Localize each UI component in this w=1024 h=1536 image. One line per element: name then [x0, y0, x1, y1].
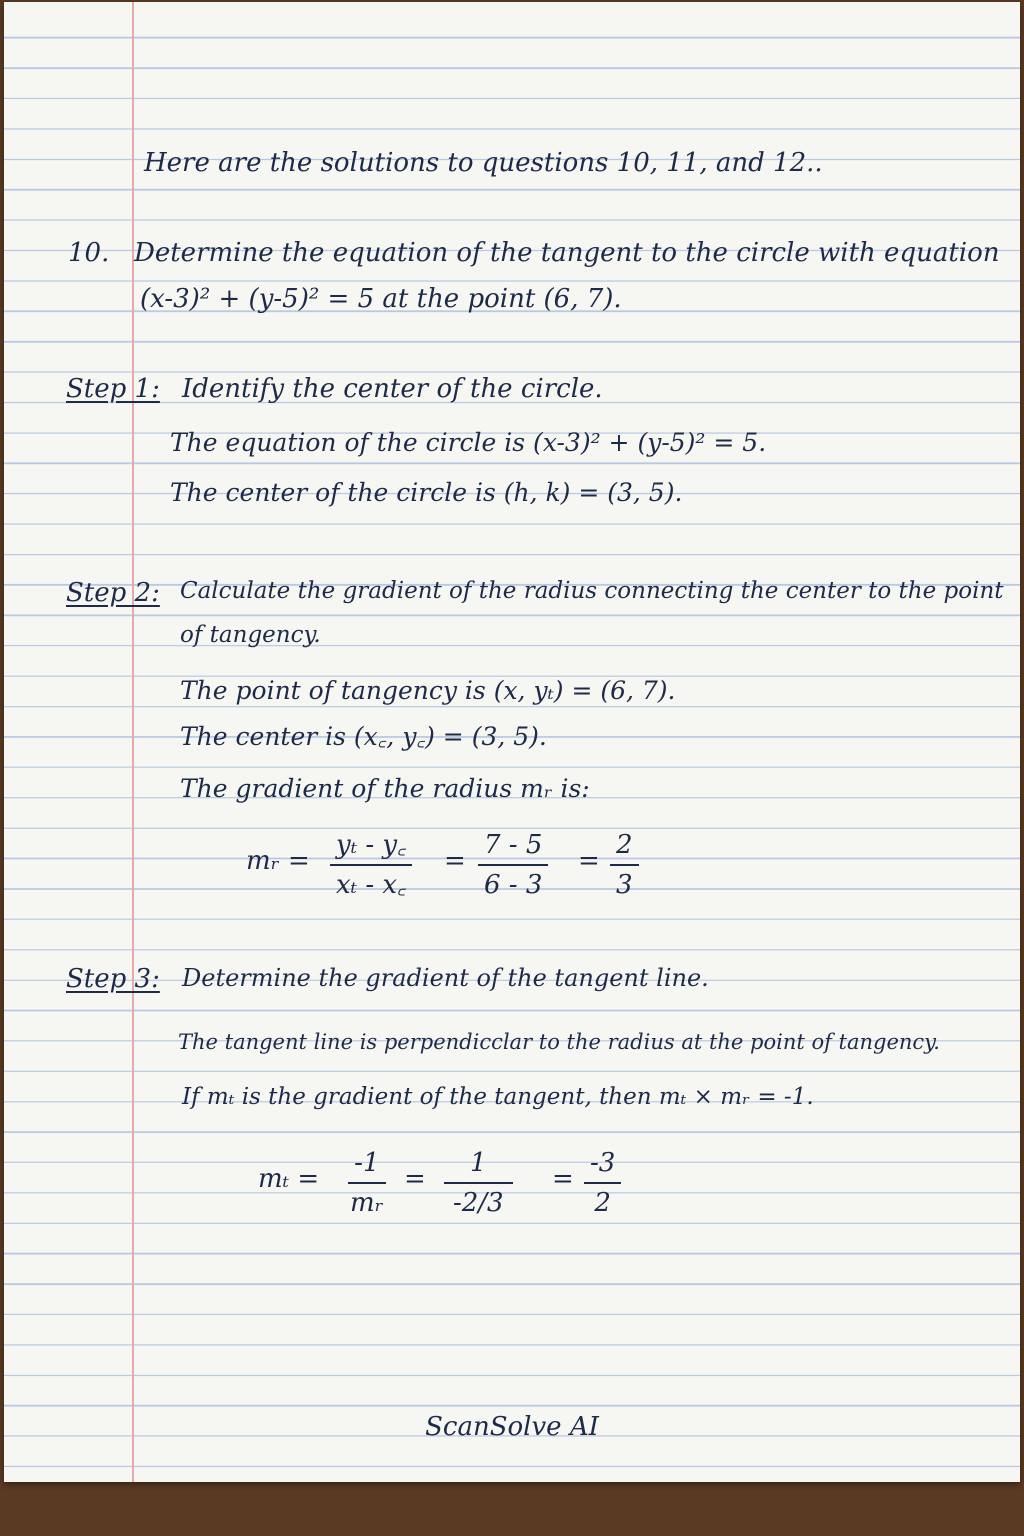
question-number: 10. [68, 238, 110, 268]
question-line-1: Determine the equation of the tangent to the circle with equation [134, 238, 1000, 268]
fraction-numerator: 7 - 5 [478, 832, 548, 866]
radius-gradient-lhs: mᵣ = [246, 846, 310, 876]
step1-line-2: The center of the circle is (h, k) = (3, 5). [170, 478, 683, 507]
equals-sign: = [578, 846, 600, 876]
equals-sign: = [552, 1164, 574, 1194]
step1-line-1: The equation of the circle is (x-3)² + (y-5)² = 5. [170, 428, 767, 457]
radius-fraction-numeric [478, 832, 548, 898]
fraction-numerator: yₜ - y꜀ [330, 832, 412, 866]
step3-line-1: The tangent line is perpendicclar to the radius at the point of tangency. [178, 1030, 940, 1054]
step3-title: Determine the gradient of the tangent line. [182, 964, 709, 992]
step3-line-2: If mₜ is the gradient of the tangent, then mₜ × mᵣ = -1. [182, 1084, 814, 1110]
fraction-numerator: -3 [584, 1150, 621, 1184]
radius-fraction-symbolic [330, 832, 412, 898]
step1-label: Step 1: [66, 374, 160, 404]
fraction-denominator: mᵣ [350, 1188, 384, 1218]
fraction-denominator: xₜ - x꜀ [336, 870, 407, 900]
step2-title: Calculate the gradient of the radius connecting the center to the point [180, 578, 1004, 604]
fraction-denominator: 2 [594, 1188, 611, 1218]
tangent-fraction-symbolic [344, 1150, 390, 1216]
step2-line-3: The gradient of the radius mᵣ is: [180, 774, 590, 803]
fraction-denominator: -2/3 [452, 1188, 504, 1218]
fraction-denominator: 6 - 3 [484, 870, 543, 900]
equals-sign: = [444, 846, 466, 876]
step2-line-2: The center is (x꜀, y꜀) = (3, 5). [180, 722, 547, 751]
notebook-page [4, 2, 1020, 1482]
step2-line-1: The point of tangency is (x, yₜ) = (6, 7). [180, 676, 676, 705]
tangent-gradient-lhs: mₜ = [258, 1164, 320, 1194]
equals-sign: = [404, 1164, 426, 1194]
fraction-numerator: 1 [444, 1150, 513, 1184]
fraction-denominator: 3 [616, 870, 633, 900]
margin-line [132, 2, 134, 1482]
brand-footer: ScanSolve AI [425, 1412, 599, 1442]
fraction-numerator: 2 [610, 832, 639, 866]
intro-text: Here are the solutions to questions 10, 11, and 12.. [144, 148, 823, 178]
tangent-fraction-reciprocal [444, 1150, 513, 1216]
question-line-2: (x-3)² + (y-5)² = 5 at the point (6, 7). [140, 284, 622, 314]
fraction-numerator: -1 [348, 1150, 385, 1184]
step2-label: Step 2: [66, 578, 160, 608]
radius-fraction-result [610, 832, 639, 898]
step3-label: Step 3: [66, 964, 160, 994]
tangent-fraction-result [584, 1150, 621, 1216]
step1-title: Identify the center of the circle. [182, 374, 603, 404]
step2-title-cont: of tangency. [180, 622, 321, 648]
